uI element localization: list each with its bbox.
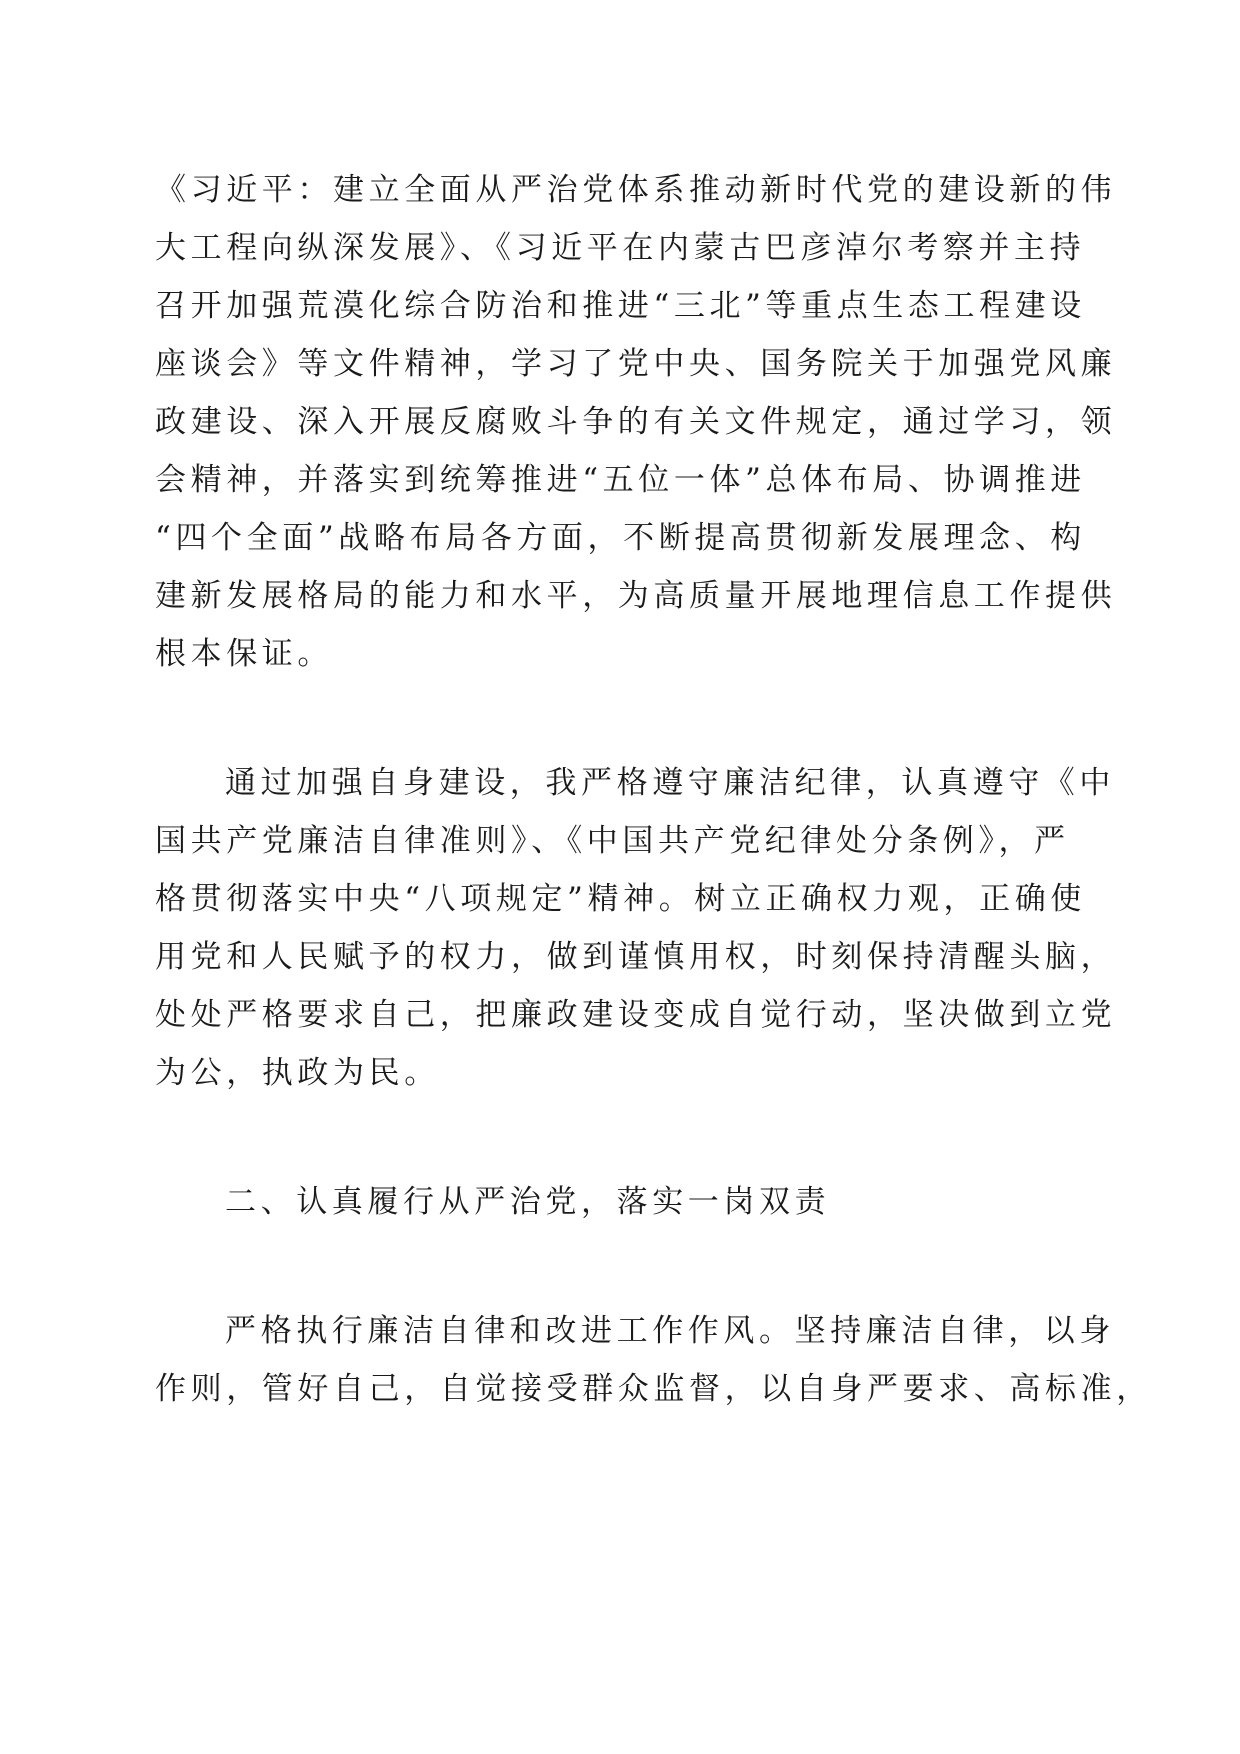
text-line: 作则，管好自己，自觉接受群众监督，以自身严要求、高标准， bbox=[155, 1371, 1152, 1407]
text-line: 处处严格要求自己，把廉政建设变成自觉行动，坚决做到立党 bbox=[155, 997, 1117, 1033]
text-line: 格贯彻落实中央“八项规定”精神。树立正确权力观，正确使 bbox=[155, 881, 1086, 917]
text-line: 根本保证。 bbox=[155, 636, 333, 672]
text-line: 建新发展格局的能力和水平，为高质量开展地理信息工作提供 bbox=[155, 578, 1117, 614]
text-line: 《习近平：建立全面从严治党体系推动新时代党的建设新的伟 bbox=[155, 172, 1117, 208]
text-line: 通过加强自身建设，我严格遵守廉洁纪律，认真遵守《中 bbox=[225, 765, 1115, 801]
text-line: 大工程向纵深发展》、《习近平在内蒙古巴彦淖尔考察并主持 bbox=[155, 230, 1086, 266]
section-heading: 二、认真履行从严治党，落实一岗双责 bbox=[225, 1184, 831, 1220]
text-line: 政建设、深入开展反腐败斗争的有关文件规定，通过学习，领 bbox=[155, 404, 1117, 440]
text-line: 会精神，并落实到统筹推进“五位一体”总体布局、协调推进 bbox=[155, 462, 1086, 498]
text-line: 召开加强荒漠化综合防治和推进“三北”等重点生态工程建设 bbox=[155, 288, 1086, 324]
text-line: 严格执行廉洁自律和改进工作作风。坚持廉洁自律，以身 bbox=[225, 1313, 1115, 1349]
text-line: 为公，执政为民。 bbox=[155, 1055, 440, 1091]
text-line: 国共产党廉洁自律准则》、《中国共产党纪律处分条例》，严 bbox=[155, 823, 1070, 859]
text-line: “四个全面”战略布局各方面，不断提高贯彻新发展理念、构 bbox=[155, 520, 1086, 556]
text-line: 座谈会》等文件精神，学习了党中央、国务院关于加强党风廉 bbox=[155, 346, 1117, 382]
text-line: 用党和人民赋予的权力，做到谨慎用权，时刻保持清醒头脑， bbox=[155, 939, 1117, 975]
